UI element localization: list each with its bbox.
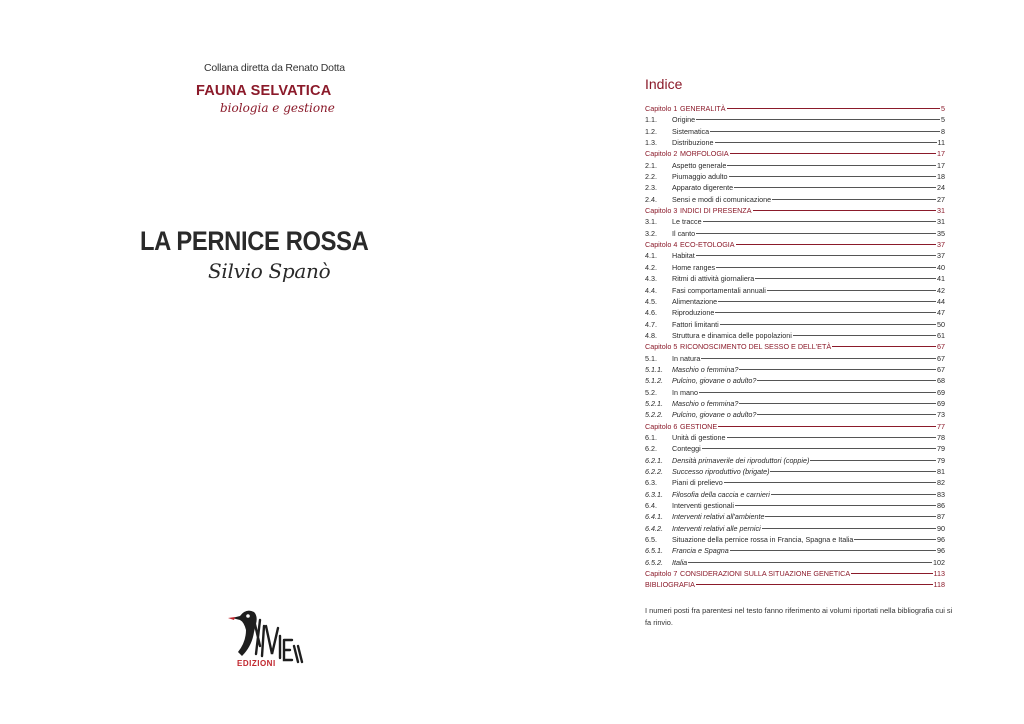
toc-leader-line	[730, 153, 936, 154]
toc-leader-line	[720, 324, 936, 325]
toc-leader-line	[727, 165, 936, 166]
toc-row	[645, 466, 945, 477]
toc-row	[645, 171, 945, 182]
toc-label: Origine	[672, 115, 696, 125]
toc-label: Il canto	[672, 228, 696, 238]
toc-number: 4.4.	[645, 285, 657, 295]
toc-leader-line	[715, 312, 936, 313]
toc-chapter-row	[645, 341, 945, 352]
toc-label: Piumaggio adulto	[672, 172, 728, 182]
toc-leader-line	[735, 505, 936, 506]
toc-page-number: 69	[937, 387, 945, 397]
toc-number: 4.6.	[645, 308, 657, 318]
toc-page-number: 41	[937, 274, 945, 284]
toc-label: In mano	[672, 387, 698, 397]
toc-number: 5.2.2.	[645, 410, 663, 420]
publisher-name: EDIZIONI	[237, 659, 276, 668]
toc-row	[645, 557, 945, 568]
toc-page-number: 82	[937, 478, 945, 488]
toc-label: Sistematica	[672, 126, 710, 136]
toc-page-number: 67	[937, 364, 945, 374]
toc-leader-line	[729, 176, 936, 177]
toc-page-number: 69	[937, 398, 945, 408]
toc-page-number: 83	[937, 489, 945, 499]
toc-page-number: 42	[937, 285, 945, 295]
toc-number: 6.2.1.	[645, 455, 663, 465]
toc-chapter-row	[645, 205, 945, 216]
toc-leader-line	[757, 414, 936, 415]
toc-label: Struttura e dinamica delle popolazioni	[672, 330, 792, 340]
toc-number: 6.4.1.	[645, 512, 663, 522]
toc-page-number: 8	[941, 126, 945, 136]
toc-row	[645, 216, 945, 227]
toc-row	[645, 114, 945, 125]
toc-page-number: 77	[937, 421, 945, 431]
toc-row	[645, 455, 945, 466]
toc-label: Densità primaverile dei riproduttori (coppie)	[672, 455, 810, 465]
toc-number: 5.1.	[645, 353, 657, 363]
toc-number: 3.2.	[645, 228, 657, 238]
toc-number: 3.1.	[645, 217, 657, 227]
toc-page-number: 78	[937, 432, 945, 442]
toc-page-number: 81	[937, 467, 945, 476]
toc-page-number: 37	[937, 240, 945, 250]
toc-row	[645, 511, 945, 522]
toc-number: 6.4.	[645, 501, 657, 511]
toc-label: Piani di prelievo	[672, 478, 723, 488]
toc-label: Distribuzione	[672, 138, 714, 148]
toc-row	[645, 330, 945, 341]
toc-page-number: 113	[933, 569, 945, 579]
toc-page-number: 5	[941, 115, 945, 125]
toc-leader-line	[727, 108, 940, 109]
toc-number: Capitolo 6	[645, 421, 678, 431]
toc-leader-line	[736, 244, 936, 245]
toc-chapter-row	[645, 148, 945, 159]
toc-leader-line	[810, 460, 936, 461]
toc-page-number: 35	[937, 228, 945, 238]
toc-leader-line	[703, 221, 936, 222]
toc-page-number: 18	[937, 172, 945, 182]
toc-page-number: 31	[937, 206, 945, 216]
footnote: I numeri posti fra parentesi nel testo fanno riferimento ai volumi riportati nella bibliografia cui si fa rinvio.	[645, 606, 953, 627]
toc-row	[645, 307, 945, 318]
series-subtitle: biologia e gestione	[220, 101, 335, 115]
toc-label: GENERALITÀ	[680, 104, 726, 113]
toc-label: INDICI DI PRESENZA	[680, 206, 752, 216]
toc-leader-line	[762, 528, 936, 529]
toc-row	[645, 432, 945, 443]
toc-label: Filosofia della caccia e carnieri	[672, 489, 770, 499]
toc-label: Sensi e modi di comunicazione	[672, 194, 772, 204]
toc-row	[645, 194, 945, 205]
toc-leader-line	[688, 562, 932, 563]
toc-number: 5.1.1.	[645, 364, 663, 374]
toc-page-number: 67	[937, 342, 945, 352]
toc-leader-line	[739, 403, 936, 404]
toc-row	[645, 319, 945, 330]
toc-label: Pulcino, giovane o adulto?	[672, 410, 757, 420]
toc-leader-line	[739, 369, 936, 370]
toc-label: MORFOLOGIA	[680, 149, 729, 159]
toc-row	[645, 273, 945, 284]
toc-row	[645, 182, 945, 193]
toc-leader-line	[793, 335, 936, 336]
toc-number: Capitolo 7	[645, 569, 678, 579]
book-title: LA PERNICE ROSSA	[140, 226, 369, 256]
toc-page-number: 5	[941, 104, 945, 113]
toc-leader-line	[851, 573, 932, 574]
toc-page-number: 79	[937, 444, 945, 454]
toc-page-number: 61	[937, 330, 945, 340]
toc-page-number: 27	[937, 194, 945, 204]
toc-page-number: 50	[937, 319, 945, 329]
toc-page-number: 40	[937, 262, 945, 272]
toc-label: Fattori limitanti	[672, 319, 719, 329]
toc-page-number: 31	[937, 217, 945, 227]
toc-page-number: 44	[937, 296, 945, 306]
toc-number: 6.2.2.	[645, 467, 663, 476]
toc-number: 6.3.1.	[645, 489, 663, 499]
toc-label: RICONOSCIMENTO DEL SESSO E DELL'ETÀ	[680, 342, 832, 352]
toc-page-number: 102	[933, 557, 945, 567]
toc-label: Fasi comportamentali annuali	[672, 285, 766, 295]
toc-row	[645, 375, 945, 386]
toc-row	[645, 523, 945, 534]
toc-leader-line	[702, 448, 936, 449]
toc-label: ECO-ETOLOGIA	[680, 240, 735, 250]
right-page	[512, 0, 1024, 724]
toc-row	[645, 409, 945, 420]
toc-leader-line	[753, 210, 937, 211]
toc-label: Situazione della pernice rossa in Francia, Spagna e Italia	[672, 535, 854, 545]
toc-leader-line	[734, 187, 936, 188]
toc-leader-line	[696, 119, 940, 120]
toc-number: 5.2.	[645, 387, 657, 397]
toc-leader-line	[696, 255, 936, 256]
toc-row	[645, 489, 945, 500]
toc-number: 2.3.	[645, 183, 657, 193]
toc-leader-line	[772, 199, 936, 200]
toc-row	[645, 545, 945, 556]
toc-row	[645, 500, 945, 511]
toc-row	[645, 387, 945, 398]
toc-leader-line	[699, 392, 936, 393]
toc-label: GESTIONE	[680, 421, 718, 431]
toc-number: 2.2.	[645, 172, 657, 182]
table-of-contents	[645, 103, 945, 591]
toc-page-number: 118	[933, 580, 945, 590]
toc-page-number: 67	[937, 353, 945, 363]
toc-number: 6.4.2.	[645, 523, 663, 533]
toc-leader-line	[771, 494, 936, 495]
toc-number: Capitolo 2	[645, 149, 678, 159]
toc-leader-line	[727, 437, 936, 438]
toc-number: 6.2.	[645, 444, 657, 454]
toc-row	[645, 262, 945, 273]
toc-leader-line	[710, 131, 940, 132]
toc-row	[645, 126, 945, 137]
toc-number: 6.5.2.	[645, 557, 663, 567]
toc-row	[645, 160, 945, 171]
toc-leader-line	[715, 142, 937, 143]
toc-leader-line	[701, 358, 936, 359]
toc-label: Alimentazione	[672, 296, 718, 306]
toc-number: 5.1.2.	[645, 376, 663, 386]
toc-page-number: 73	[937, 410, 945, 420]
toc-label: Aspetto generale	[672, 160, 727, 170]
toc-number: 4.8.	[645, 330, 657, 340]
index-title: Indice	[645, 76, 683, 92]
toc-leader-line	[770, 471, 936, 472]
toc-label: Riproduzione	[672, 308, 715, 318]
toc-row	[645, 296, 945, 307]
toc-label: In natura	[672, 353, 701, 363]
toc-page-number: 47	[937, 308, 945, 318]
toc-number: Capitolo 1	[645, 104, 678, 113]
toc-number: 6.5.	[645, 535, 657, 545]
toc-label: Francia e Spagna	[672, 546, 729, 556]
toc-row	[645, 285, 945, 296]
toc-label: Conteggi	[672, 444, 701, 454]
toc-label: Italia	[672, 557, 688, 567]
toc-number: 4.1.	[645, 251, 657, 261]
toc-leader-line	[757, 380, 936, 381]
toc-label: Successo riproduttivo (brigate)	[672, 467, 770, 476]
toc-leader-line	[718, 301, 936, 302]
toc-page-number: 24	[937, 183, 945, 193]
toc-leader-line	[724, 482, 936, 483]
series-title: FAUNA SELVATICA	[196, 83, 332, 99]
toc-row	[645, 353, 945, 364]
toc-chapter-row	[645, 103, 945, 114]
toc-leader-line	[767, 290, 936, 291]
toc-number: 4.2.	[645, 262, 657, 272]
toc-row	[645, 228, 945, 239]
toc-chapter-row	[645, 568, 945, 579]
toc-number: 5.2.1.	[645, 398, 663, 408]
toc-number: 4.3.	[645, 274, 657, 284]
toc-label: Habitat	[672, 251, 695, 261]
toc-leader-line	[765, 516, 936, 517]
toc-number: Capitolo 4	[645, 240, 678, 250]
toc-leader-line	[854, 539, 936, 540]
toc-page-number: 68	[937, 376, 945, 386]
toc-number: 1.1.	[645, 115, 657, 125]
toc-number: 6.3.	[645, 478, 657, 488]
toc-label: Interventi relativi alle pernici	[672, 523, 761, 533]
toc-page-number: 37	[937, 251, 945, 261]
toc-leader-line	[718, 426, 936, 427]
toc-row	[645, 443, 945, 454]
toc-page-number: 87	[937, 512, 945, 522]
toc-number: Capitolo 3	[645, 206, 678, 216]
toc-label: Maschio o femmina?	[672, 398, 739, 408]
toc-leader-line	[696, 584, 933, 585]
toc-page-number: 17	[937, 160, 945, 170]
toc-leader-line	[730, 550, 936, 551]
toc-number: 2.1.	[645, 160, 657, 170]
toc-chapter-row	[645, 239, 945, 250]
toc-label: Pulcino, giovane o adulto?	[672, 376, 757, 386]
toc-label: BIBLIOGRAFIA	[645, 580, 695, 590]
toc-label: Ritmi di attività giornaliera	[672, 274, 755, 284]
toc-page-number: 86	[937, 501, 945, 511]
toc-number: 4.5.	[645, 296, 657, 306]
toc-label: Unità di gestione	[672, 432, 726, 442]
toc-label: Apparato digerente	[672, 183, 734, 193]
toc-number: 6.5.1.	[645, 546, 663, 556]
toc-number: 4.7.	[645, 319, 657, 329]
toc-chapter-row	[645, 579, 945, 590]
toc-row	[645, 477, 945, 488]
toc-chapter-row	[645, 421, 945, 432]
toc-page-number: 11	[937, 138, 945, 148]
toc-number: 6.1.	[645, 432, 657, 442]
toc-label: Le tracce	[672, 217, 702, 227]
toc-leader-line	[716, 267, 936, 268]
toc-page-number: 96	[937, 546, 945, 556]
toc-row	[645, 534, 945, 545]
toc-page-number: 79	[937, 455, 945, 465]
toc-page-number: 96	[937, 535, 945, 545]
toc-leader-line	[832, 346, 936, 347]
toc-label: Home ranges	[672, 262, 716, 272]
series-label: Collana diretta da Renato Dotta	[204, 62, 345, 74]
toc-leader-line	[755, 278, 936, 279]
toc-row	[645, 250, 945, 261]
toc-row	[645, 364, 945, 375]
toc-page-number: 17	[937, 149, 945, 159]
toc-number: 2.4.	[645, 194, 657, 204]
toc-number: 1.2.	[645, 126, 657, 136]
book-author: Silvio Spanò	[208, 259, 331, 283]
toc-number: 1.3.	[645, 138, 657, 148]
toc-number: Capitolo 5	[645, 342, 678, 352]
toc-label: Maschio o femmina?	[672, 364, 739, 374]
toc-page-number: 90	[937, 523, 945, 533]
toc-label: Interventi relativi all'ambiente	[672, 512, 765, 522]
toc-row	[645, 137, 945, 148]
toc-leader-line	[696, 233, 936, 234]
toc-label: Interventi gestionali	[672, 501, 734, 511]
toc-row	[645, 398, 945, 409]
toc-label: CONSIDERAZIONI SULLA SITUAZIONE GENETICA	[680, 569, 851, 579]
